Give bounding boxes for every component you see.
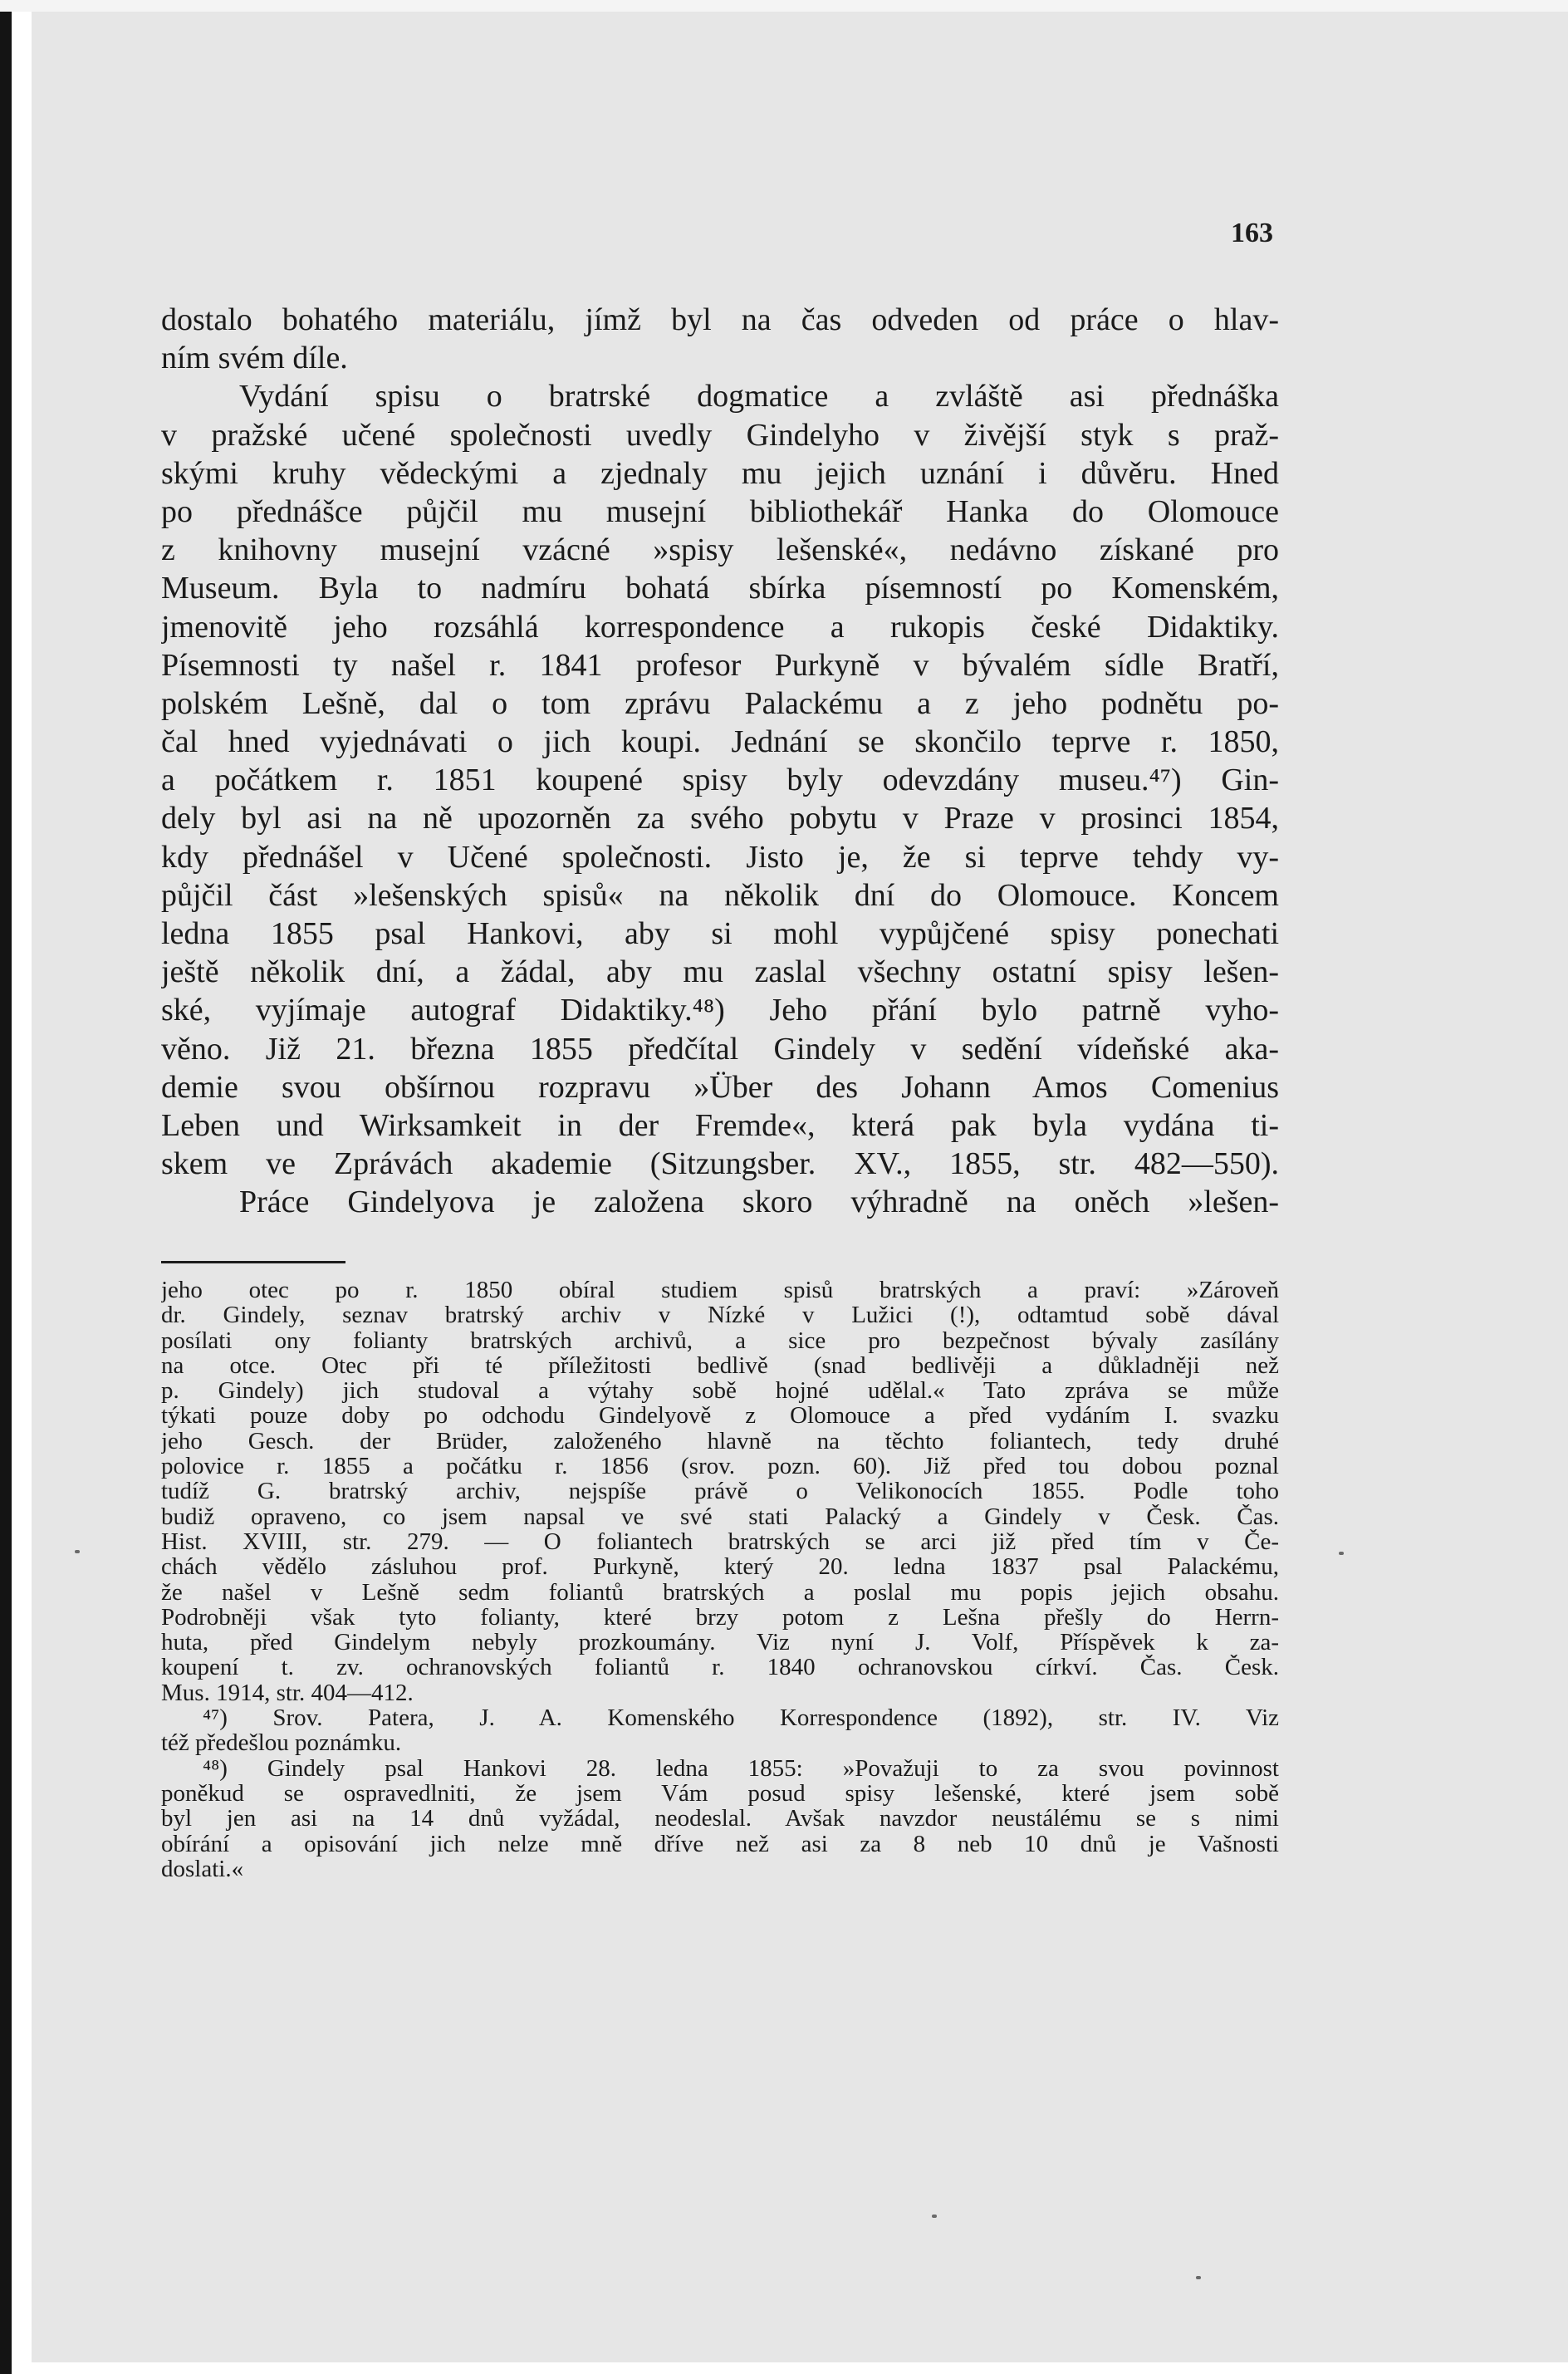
footnote-line: tudíž G. bratrský archiv, nejspíše právě o Velikonocích 1855. Podle toho xyxy=(161,1479,1279,1504)
footnote-line: polovice r. 1855 a počátku r. 1856 (srov. pozn. 60). Již před tou dobou poznal xyxy=(161,1454,1279,1479)
body-text-line: ještě několik dní, a žádal, aby mu zaslal všechny ostatní spisy lešen- xyxy=(161,954,1279,990)
body-text-line: kdy přednášel v Učené společnosti. Jisto je, že si teprve tehdy vy- xyxy=(161,839,1279,875)
body-text-line: půjčil část »lešenských spisů« na několik dní do Olomouce. Koncem xyxy=(161,877,1279,913)
footnote-line: obírání a opisování jich nelze mně dříve než asi za 8 neb 10 dnů je Vašnosti xyxy=(161,1831,1279,1857)
body-text-line: v pražské učené společnosti uvedly Gindelyho v živější styk s praž- xyxy=(161,417,1279,453)
footnote-line: p. Gindely) jich studoval a výtahy sobě hojné udělal.« Tato zpráva se může xyxy=(161,1378,1279,1404)
body-text-line: dostalo bohatého materiálu, jímž byl na čas odveden od práce o hlav- xyxy=(161,302,1279,337)
footnote-line: poněkud se ospravedlniti, že jsem Vám posud spisy lešenské, které jsem sobě xyxy=(161,1780,1279,1807)
scan-speck xyxy=(932,2215,937,2218)
footnote-line: posílati ony folianty bratrských archivů, a sice pro bezpečnost bývaly zasílány xyxy=(161,1327,1279,1353)
footnote-line: též předešlou poznámku. xyxy=(161,1730,402,1756)
footnote-line: budiž opraveno, co jsem napsal ve své stati Palacký a Gindely v Česk. Čas. xyxy=(161,1503,1279,1529)
body-text-line: dely byl asi na ně upozorněn za svého pobytu v Praze v prosinci 1854, xyxy=(161,801,1279,836)
body-text-line: polském Lešně, dal o tom zprávu Palackému a z jeho podnětu po- xyxy=(161,685,1279,721)
footnote-line: jeho otec po r. 1850 obíral studiem spisů bratrských a praví: »Zároveň xyxy=(161,1278,1279,1303)
body-text-line: demie svou obšírnou rozpravu »Über des Johann Amos Comenius xyxy=(161,1069,1279,1105)
footnote-line: Hist. XVIII, str. 279. — O foliantech bratrských se arci již před tím v Če- xyxy=(161,1528,1279,1555)
body-text-line: věno. Již 21. března 1855 předčítal Gindely v sedění vídeňské aka- xyxy=(161,1031,1279,1067)
body-text-line: ledna 1855 psal Hankovi, aby si mohl vypůjčené spisy ponechati xyxy=(161,916,1279,951)
body-text-line: jmenovitě jeho rozsáhlá korrespondence a rukopis české Didaktiky. xyxy=(161,609,1279,645)
body-text-line: ské, vyjímaje autograf Didaktiky.⁴⁸) Jeho přání bylo patrně vyho- xyxy=(161,993,1279,1028)
body-text-line: a počátkem r. 1851 koupené spisy byly odevzdány museu.⁴⁷) Gin- xyxy=(161,763,1279,798)
body-text-line: Leben und Wirksamkeit in der Fremde«, která pak byla vydána ti- xyxy=(161,1107,1279,1143)
footnotes xyxy=(161,1278,1279,1881)
scan-speck xyxy=(1196,2276,1201,2279)
footnote-line: ⁴⁷) Srov. Patera, J. A. Komenského Korrespondence (1892), str. IV. Viz xyxy=(203,1705,1279,1731)
body-text-line: z knihovny musejní vzácné »spisy lešenské«, nedávno získané pro xyxy=(161,532,1279,568)
body-text-line: Práce Gindelyova je založena skoro výhradně na oněch »lešen- xyxy=(239,1185,1279,1220)
scan-left-edge xyxy=(0,0,12,2374)
body-text-line: po přednášce půjčil mu musejní bibliothekář Hanka do Olomouce xyxy=(161,493,1279,529)
footnote-line: týkati pouze doby po odchodu Gindelyově z Olomouce a před vydáním I. svazku xyxy=(161,1403,1279,1429)
main-text xyxy=(161,301,1279,1222)
footnote-line: doslati.« xyxy=(161,1856,244,1882)
body-text-line: Museum. Byla to nadmíru bohatá sbírka písemností po Komenském, xyxy=(161,571,1279,606)
footnote-line: byl jen asi na 14 dnů vyžádal, neodeslal. Avšak navzdor neustálému se s nimi xyxy=(161,1806,1279,1832)
scan-top-edge xyxy=(0,0,1568,12)
body-text-line: Písemnosti ty našel r. 1841 profesor Purkyně v bývalém sídle Bratří, xyxy=(161,647,1279,683)
footnote-line: koupení t. zv. ochranovských foliantů r. 1840 ochranovskou církví. Čas. Česk. xyxy=(161,1655,1279,1680)
footnote-line: huta, před Gindelym nebyly prozkoumány. Viz nyní J. Volf, Příspěvek k za- xyxy=(161,1630,1279,1655)
footnote-line: Podrobněji však tyto folianty, které brzy potom z Lešna přešly do Herrn- xyxy=(161,1604,1279,1631)
footnote-line: jeho Gesch. der Brüder, založeného hlavně na těchto foliantech, tedy druhé xyxy=(161,1428,1279,1454)
footnote-line: ⁴⁸) Gindely psal Hankovi 28. ledna 1855: »Považuji to za svou povinnost xyxy=(203,1755,1279,1781)
body-text-line: skými kruhy vědeckými a zjednaly mu jejich uznání i důvěru. Hned xyxy=(161,455,1279,491)
body-text-line: Vydání spisu o bratrské dogmatice a zvláště asi přednáška xyxy=(239,379,1279,414)
footnote-line: že našel v Lešně sedm foliantů bratrských a poslal mu popis jejich obsahu. xyxy=(161,1579,1279,1605)
scan-speck xyxy=(75,1550,80,1553)
footnote-line: Mus. 1914, str. 404—412. xyxy=(161,1680,414,1706)
page-number: 163 xyxy=(1231,218,1273,248)
body-text-line: ním svém díle. xyxy=(161,341,348,376)
footnote-separator xyxy=(161,1261,345,1263)
footnote-line: dr. Gindely, seznav bratrský archiv v Nízké v Lužici (!), odtamtud sobě dával xyxy=(161,1302,1279,1328)
footnote-line: na otce. Otec při té příležitosti bedlivě (snad bedlivěji a důkladněji než xyxy=(161,1352,1279,1379)
body-text-line: skem ve Zprávách akademie (Sitzungsber. XV., 1855, str. 482—550). xyxy=(161,1146,1279,1182)
body-text-line: čal hned vyjednávati o jich koupi. Jednání se skončilo teprve r. 1850, xyxy=(161,724,1279,760)
scan-speck xyxy=(1339,1552,1344,1555)
footnote-line: chách vědělo zásluhou prof. Purkyně, který 20. ledna 1837 psal Palackému, xyxy=(161,1554,1279,1580)
